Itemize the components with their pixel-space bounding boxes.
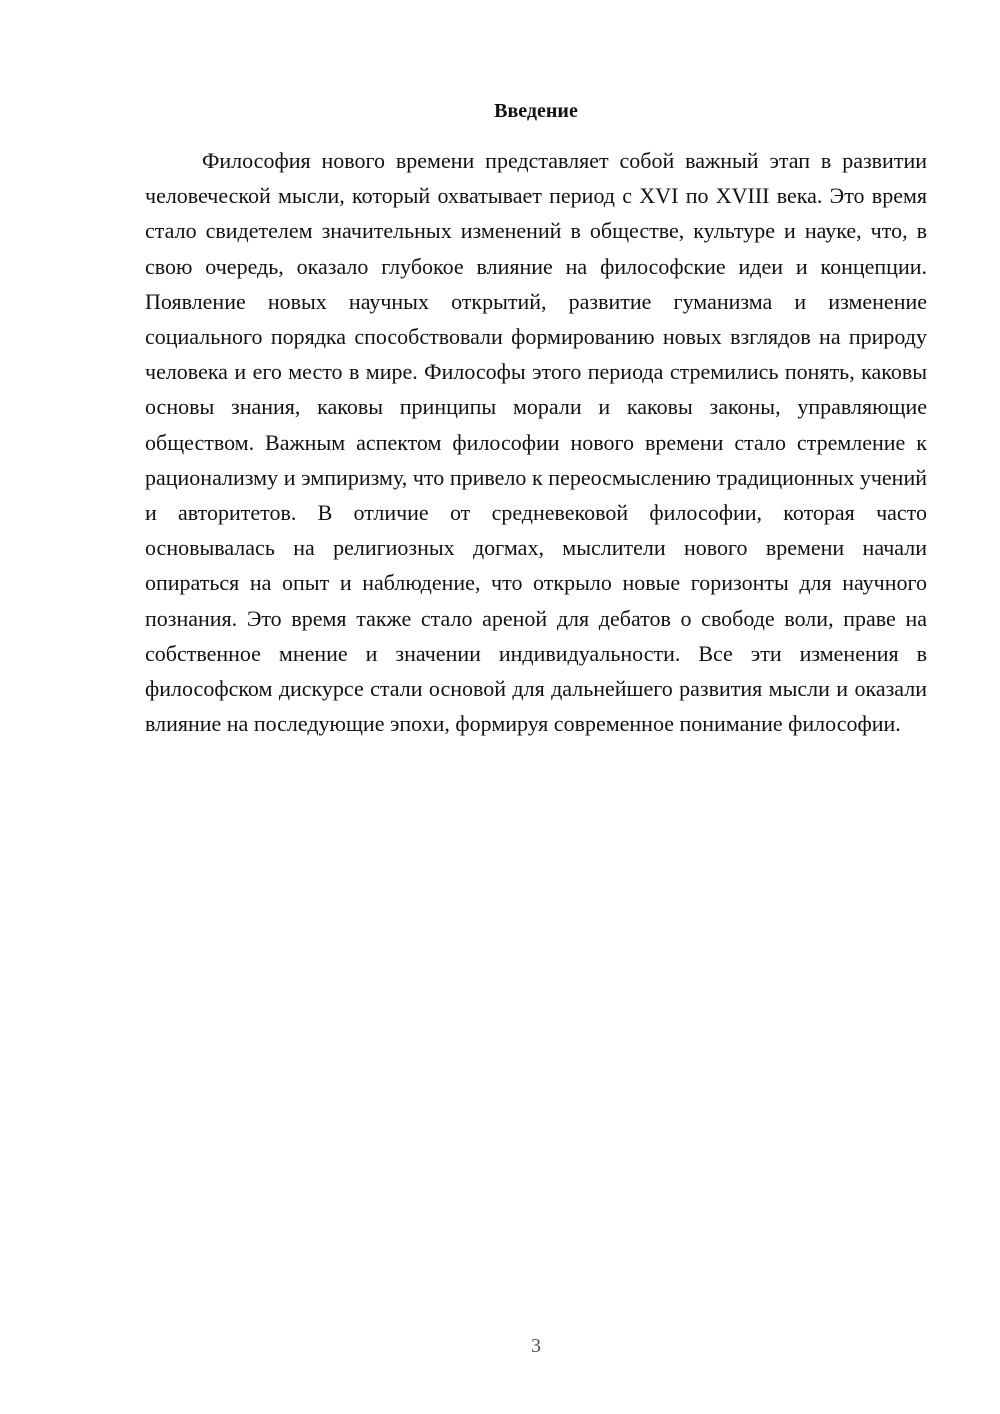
section-heading: Введение xyxy=(494,100,578,122)
page-number: 3 xyxy=(531,1335,541,1357)
body-paragraph: Философия нового времени представляет собой важный этап в развитии человеческой мысли, который охватывает период с XVI по XVIII века. Это время стало свидетелем значительных изменений в обществе, культуре и науке, что, в свою очередь, оказало глубокое влияние на философские идеи и концепции. Появление новых научных открытий, развитие гуманизма и изменение социального порядка способствовали формированию новых взглядов на природу человека и его место в мире. Философы этого периода стремились понять, каковы основы знания, каковы принципы морали и каковы законы, управляющие обществом. Важным аспектом философии нового времени стало стремление к рационализму и эмпиризму, что привело к переосмыслению традиционных учений и авторитетов. В отличие от средневековой философии, которая часто основывалась на религиозных догмах, мыслители нового времени начали опираться на опыт и наблюдение, что открыло новые горизонты для научного познания. Это время также стало ареной для дебатов о свободе воли, праве на собственное мнение и значении индивидуальности. Все эти изменения в философском дискурсе стали основой для дальнейшего развития мысли и оказали влияние на последующие эпохи, формируя современное понимание философии. xyxy=(145,148,927,737)
